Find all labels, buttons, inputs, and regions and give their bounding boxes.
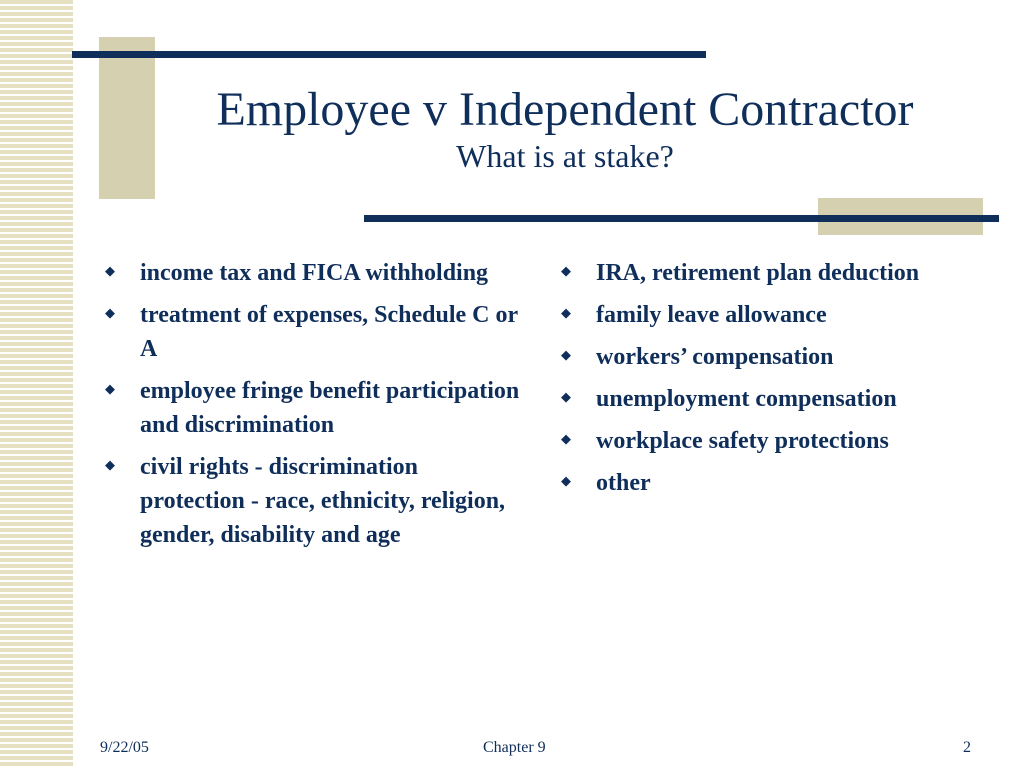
diamond-icon: ◆: [561, 263, 571, 278]
navy-accent-bar-top: [72, 51, 706, 58]
bullet-text: unemployment compensation: [596, 386, 897, 412]
diamond-icon: ◆: [561, 347, 571, 362]
bullet-item: [100, 298, 520, 366]
bullet-item: [100, 450, 520, 552]
footer-page-number: 2: [963, 739, 971, 756]
navy-accent-bar-bottom: [364, 215, 999, 222]
diamond-icon: ◆: [561, 473, 571, 488]
diamond-icon: ◆: [561, 431, 571, 446]
bullet-text: family leave allowance: [596, 302, 827, 328]
slide-subtitle: What is at stake?: [456, 138, 674, 174]
diamond-icon: ◆: [561, 305, 571, 320]
bullet-item: [556, 382, 976, 416]
slide-title-block: [150, 82, 980, 174]
striped-side-panel: [0, 0, 73, 768]
footer-chapter: Chapter 9: [483, 739, 546, 756]
diamond-icon: ◆: [105, 457, 115, 472]
tan-accent-block-top: [99, 37, 155, 199]
slide-title: Employee v Independent Contractor: [216, 83, 914, 136]
right-bullet-list: [556, 256, 976, 508]
diamond-icon: ◆: [105, 381, 115, 396]
bullet-text: income tax and FICA withholding: [140, 260, 489, 286]
bullet-text: other: [596, 470, 651, 496]
bullet-item: [556, 424, 976, 458]
bullet-text: workers’ compensation: [596, 344, 834, 370]
bullet-item: [556, 340, 976, 374]
bullet-item: [100, 256, 520, 290]
bullet-text: employee fringe benefit participation and discrimination: [140, 378, 520, 438]
bullet-text: workplace safety protections: [596, 428, 889, 454]
bullet-item: [556, 256, 976, 290]
bullet-item: [100, 374, 520, 442]
diamond-icon: ◆: [105, 305, 115, 320]
bullet-text: IRA, retirement plan deduction: [596, 260, 920, 286]
bullet-text: treatment of expenses, Schedule C or A: [140, 302, 518, 362]
bullet-item: [556, 298, 976, 332]
left-bullet-list: [100, 256, 520, 560]
footer-date: 9/22/05: [100, 739, 149, 756]
bullet-item: [556, 466, 976, 500]
diamond-icon: ◆: [561, 389, 571, 404]
diamond-icon: ◆: [105, 263, 115, 278]
bullet-text: civil rights - discrimination protection - race, ethnicity, religion, gender, disability and age: [140, 454, 506, 548]
